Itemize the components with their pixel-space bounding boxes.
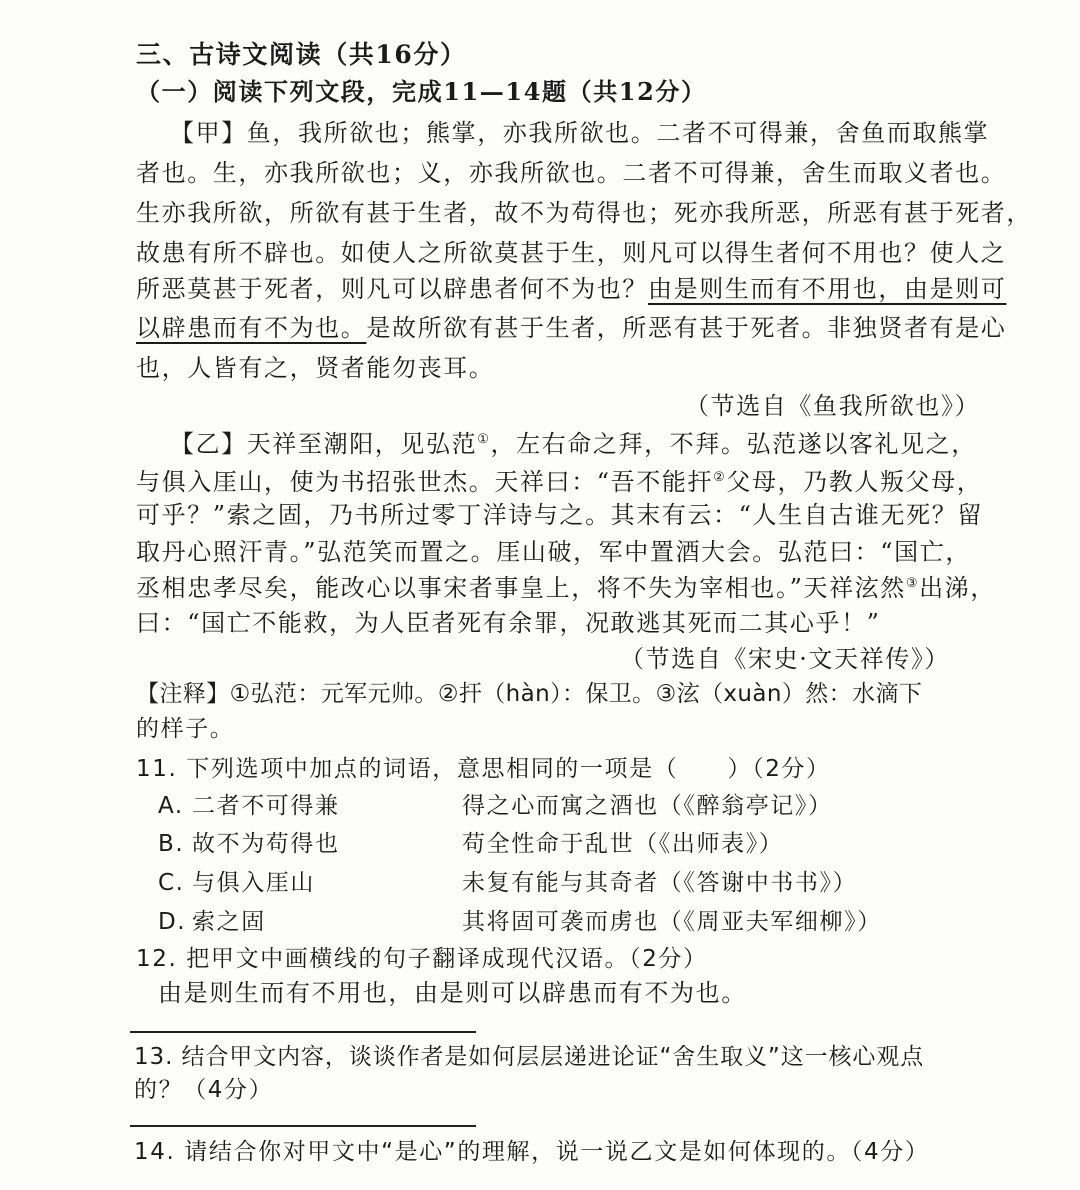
option-label: C.: [158, 870, 185, 896]
passage-yi-line: 与俱入厓山，使为书招张世杰。天祥曰：“吾不能扞②父母，乃教人叛父母，: [136, 468, 983, 496]
passage-jia-source: （节选自《鱼我所欲也》）: [685, 392, 981, 420]
underlined-sentence: 由是则生而有不用也，由是则可: [648, 275, 1007, 303]
option-label: D.: [158, 909, 187, 935]
footnote-mark: ③: [905, 576, 920, 591]
question-13-stem: 的？（4分）: [134, 1077, 274, 1103]
passage-yi-line: 曰：“国亡不能救，为人臣者死有余罪，况敢逃其死而二其心乎！”: [136, 609, 881, 637]
passage-jia-line: 故患有所不辟也。如使人之所欲莫甚于生，则凡可以得生者何不用也？使人之: [136, 239, 1007, 267]
option-reference: 未复有能与其奇者（《答谢中书书》）: [462, 870, 858, 896]
question-11-stem: 11. 下列选项中加点的词语，意思相同的一项是（ ）（2分）: [136, 756, 831, 782]
passage-yi-line: 可乎？”索之固，乃书所过零丁洋诗与之。其末有云：“人生自古谁无死？留: [136, 501, 983, 529]
passage-jia-line: 也，人皆有之，贤者能勿丧耳。: [136, 354, 495, 382]
section-subtitle: （一）阅读下列文段，完成11—14题（共12分）: [136, 77, 707, 106]
passage-jia-line: 【甲】鱼，我所欲也；熊掌，亦我所欲也。二者不可得兼，舍鱼而取熊掌: [170, 119, 990, 147]
underlined-sentence: 以辟患而有不为也。: [136, 314, 367, 342]
option-text: 索之固: [192, 909, 266, 935]
notes-line: 【注释】①弘范：元军元帅。②扞（hàn）：保卫。③泫（xuàn）然：水滴下: [136, 681, 923, 707]
passage-yi-line: 取丹心照汗青。”弘范笑而置之。厓山破，军中置酒大会。弘范曰：“国亡，: [136, 538, 971, 566]
option-text: 二者不可得兼: [192, 793, 340, 819]
option-label: B.: [158, 831, 185, 857]
passage-yi-line: 【乙】天祥至潮阳，见弘范①，左右命之拜，不拜。弘范遂以客礼见之，: [170, 430, 977, 458]
passage-jia-text: 所恶莫甚于死者，则凡可以辟患者何不为也？: [136, 275, 648, 303]
passage-jia-line: [136, 311, 1006, 345]
notes-line: 的样子。: [136, 716, 235, 742]
passage-jia-text: 是故所欲有甚于生者，所恶有甚于死者。非独贤者有是心: [366, 314, 1007, 342]
option-reference: 其将固可袭而虏也（《周亚夫军细柳》）: [462, 909, 882, 935]
question-13-stem: 13. 结合甲文内容，谈谈作者是如何层层递进论证“舍生取义”这一核心观点: [134, 1044, 925, 1070]
passage-yi-source: （节选自《宋史·文天祥传》）: [620, 645, 951, 673]
passage-jia-line: 生亦我所欲，所欲有甚于生者，故不为苟得也；死亦我所恶，所恶有甚于死者，: [136, 199, 1032, 227]
answer-line[interactable]: [130, 1125, 476, 1127]
option-reference: 苟全性命于乱世（《出师表》）: [462, 831, 784, 857]
option-reference: 得之心而寓之酒也（《醉翁亭记》）: [462, 793, 833, 819]
question-12-sentence: 由是则生而有不用也，由是则可以辟患而有不为也。: [158, 979, 747, 1007]
passage-jia-line: 者也。生，亦我所欲也；义，亦我所欲也。二者不可得兼，舍生而取义者也。: [136, 159, 1007, 187]
question-12-stem: 12. 把甲文中画横线的句子翻译成现代汉语。（2分）: [136, 946, 708, 972]
question-14-stem: 14. 请结合你对甲文中“是心”的理解，说一说乙文是如何体现的。（4分）: [134, 1139, 930, 1165]
footnote-mark: ②: [713, 470, 727, 485]
footnote-mark: ①: [477, 432, 491, 447]
answer-line[interactable]: [130, 1031, 476, 1033]
passage-jia-line: [136, 272, 1006, 306]
section-title: 三、古诗文阅读（共16分）: [136, 40, 467, 69]
option-label: A.: [158, 793, 184, 819]
option-text: 故不为苟得也: [192, 831, 340, 857]
option-text: 与俱入厓山: [192, 870, 315, 896]
passage-yi-line: 丞相忠孝尽矣，能改心以事宋者事皇上，将不失为宰相也。”天祥泫然③出涕，: [136, 574, 996, 602]
